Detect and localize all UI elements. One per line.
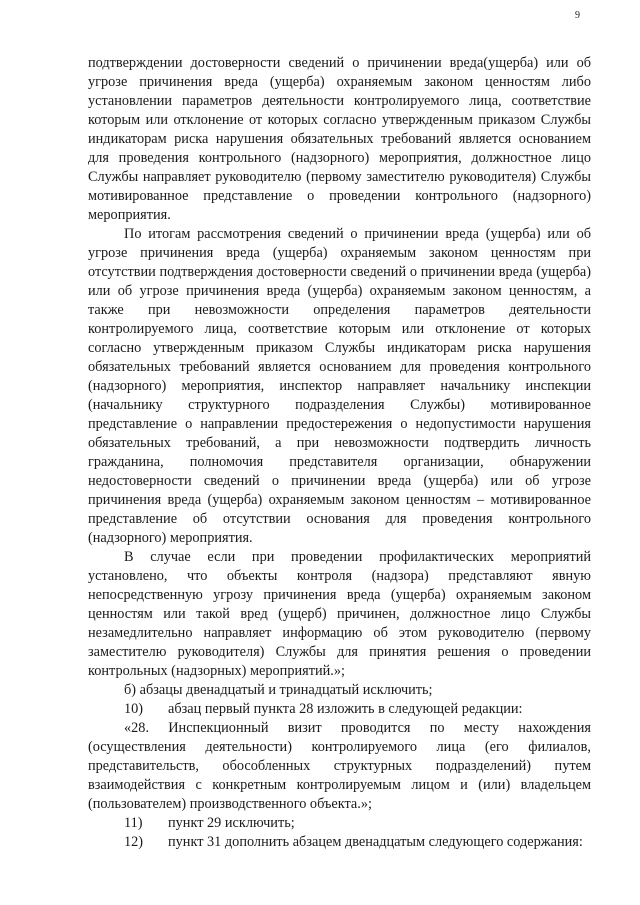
item-text: абзац первый пункта 28 изложить в следующей редакции:: [168, 701, 523, 717]
item-number: 11): [124, 815, 143, 831]
paragraph-subitem-b: б) абзацы двенадцатый и тринадцатый исключить;: [124, 682, 433, 698]
item-text: пункт 29 исключить;: [168, 815, 295, 831]
item-text: пункт 31 дополнить абзацем двенадцатым следующего содержания:: [168, 834, 583, 850]
paragraph-direct-threat: В случае если при проведении профилактических мероприятий установлено, что объекты контроля (надзора) представляют явную непосредственную угрозу причинения вреда (ущерба) охраняемым законом ценностям или такой вред (ущерб) причинен, должностное лицо Службы незамедлительно направляет информацию об этом руководителю (первому заместителю руководителя) Службы для принятия решения о проведении контрольных (надзорных) мероприятий.»;: [88, 549, 591, 679]
list-item-10: [88, 700, 591, 719]
document-body: [88, 54, 591, 852]
item-number: 10): [124, 701, 144, 717]
page-number: 9: [575, 10, 580, 21]
paragraph-continuation: подтверждении достоверности сведений о причинении вреда(ущерба) или об угрозе причинения вреда (ущерба) охраняемым законом ценностям либо установлении параметров деятельности контролируемого лица, соответствие которым или отклонение от которых согласно утвержденным приказом Службы индикаторам риска нарушения обязательных требований является основанием для проведения контрольного (надзорного) мероприятия, должностное лицо Службы направляет руководителю (первому заместителю руководителя) Службы мотивированное представление о проведении контрольного (надзорного) мероприятия.: [88, 55, 591, 223]
list-item-12: [88, 833, 591, 852]
list-item-11: [88, 814, 591, 833]
paragraph-review-results: По итогам рассмотрения сведений о причинении вреда (ущерба) или об угрозе причинения вреда (ущерба) охраняемым законом ценностям при отсутствии подтверждения достоверности сведений о причинении вреда (ущерба) или об угрозе причинения вреда (ущерба) охраняемым законом ценностям, а также при невозможности определения параметров деятельности контролируемого лица, соответствие которым или отклонение от которых согласно утвержденным приказом Службы индикаторам риска нарушения обязательных требований является основанием для проведения контрольного (надзорного) мероприятия, инспектор направляет начальнику инспекции (начальнику структурного подразделения Службы) мотивированное представление о направлении предостережения о недопустимости нарушения обязательных требований, а при невозможности подтвердить личность гражданина, полномочия представителя организации, обнаружении недостоверности сведений о причинении вреда (ущерба) или об угрозе причинения вреда (ущерба) охраняемым законом ценностям – мотивированное представление об отсутствии основания для проведения контрольного (надзорного) мероприятия.: [88, 226, 591, 546]
paragraph-clause-28: «28. Инспекционный визит проводится по месту нахождения (осуществления деятельности) контролируемого лица (его филиалов, представительств, обособленных структурных подразделений) путем взаимодействия с конкретным контролируемым лицом и (или) владельцем (пользователем) производственного объекта.»;: [88, 720, 591, 812]
item-number: 12): [124, 834, 144, 850]
